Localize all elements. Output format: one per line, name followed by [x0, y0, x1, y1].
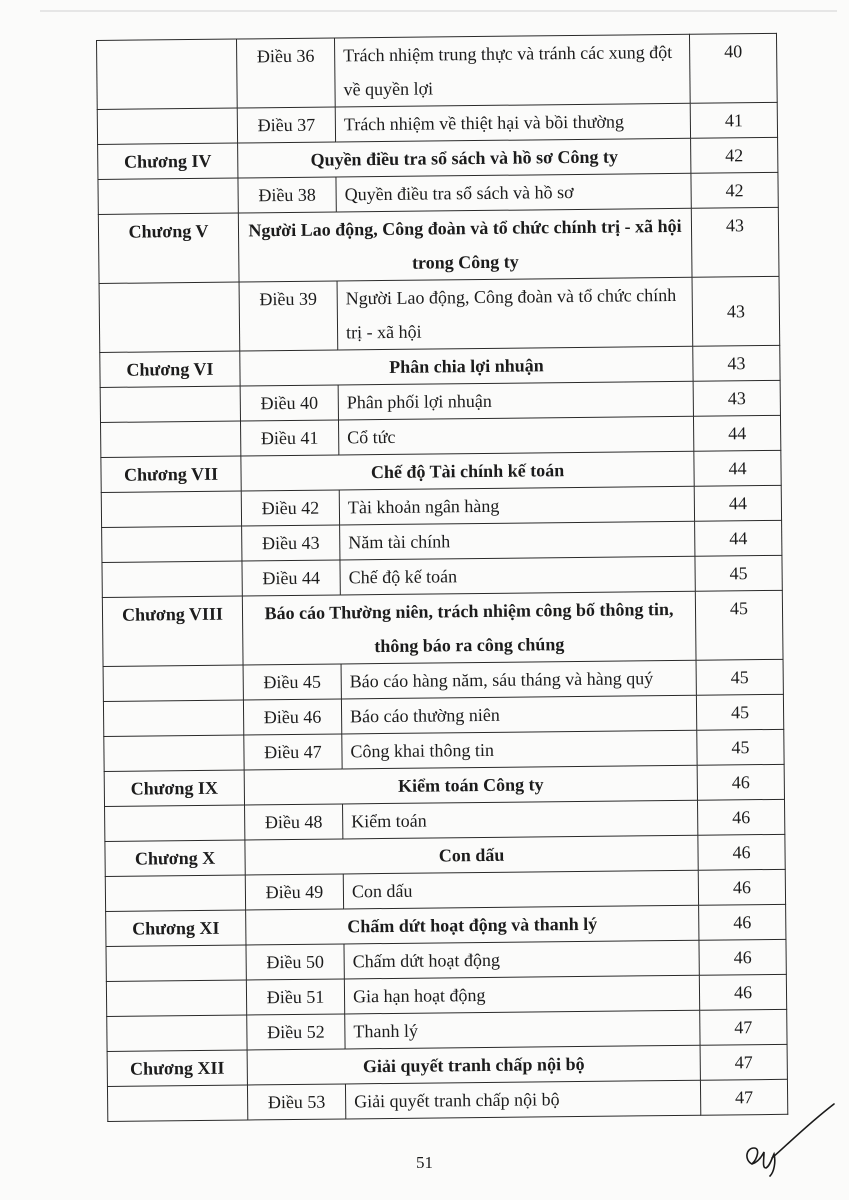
- article-number: Điều 43: [242, 525, 340, 561]
- page-ref: 45: [696, 694, 783, 730]
- chapter-cell: [106, 945, 246, 981]
- page-ref: 47: [700, 1079, 787, 1115]
- chapter-cell: [103, 665, 243, 701]
- article-number: Điều 42: [241, 490, 339, 526]
- toc-row-chapter-5: [98, 207, 779, 283]
- chapter-title: Giải quyết tranh chấp nội bộ: [247, 1045, 700, 1085]
- page-ref: 42: [691, 137, 778, 173]
- chapter-cell: [100, 386, 240, 422]
- chapter-label: Chương XI: [106, 910, 246, 946]
- page-ref: 45: [697, 729, 784, 765]
- page-ref: 47: [700, 1044, 787, 1080]
- page-ref: 44: [693, 415, 780, 451]
- article-number: Điều 38: [238, 177, 336, 213]
- chapter-cell: [107, 1085, 247, 1121]
- page-ref: 45: [696, 659, 783, 695]
- page-ref: 46: [699, 904, 786, 940]
- article-number: Điều 44: [242, 560, 340, 596]
- article-title: Gia hạn hoạt động: [344, 975, 699, 1014]
- page-number: 51: [416, 1153, 433, 1172]
- chapter-cell: [105, 805, 245, 841]
- article-number: Điều 40: [240, 385, 338, 421]
- chapter-title: Chấm dứt hoạt động và thanh lý: [246, 905, 699, 945]
- chapter-title: Kiểm toán Công ty: [244, 765, 697, 805]
- article-number: Điều 39: [239, 281, 338, 351]
- table-of-contents: [96, 33, 788, 1122]
- article-title: Báo cáo thường niên: [341, 695, 696, 734]
- page-ref: 47: [700, 1009, 787, 1045]
- article-number: Điều 52: [247, 1014, 345, 1050]
- article-number: Điều 37: [237, 107, 335, 143]
- toc-row-article-36: [97, 33, 778, 109]
- article-number: Điều 50: [246, 944, 344, 980]
- page-ref: 46: [698, 834, 785, 870]
- article-number: Điều 48: [245, 804, 343, 840]
- chapter-cell: [106, 980, 246, 1016]
- chapter-label: Chương X: [105, 840, 245, 876]
- toc-row-article-53: [107, 1079, 787, 1121]
- article-title: Giải quyết tranh chấp nội bộ: [345, 1080, 700, 1119]
- page-ref: 43: [693, 380, 780, 416]
- article-number: Điều 46: [243, 699, 341, 735]
- chapter-cell: [102, 526, 242, 562]
- article-title: Thanh lý: [345, 1010, 700, 1049]
- chapter-title: Quyền điều tra sổ sách và hồ sơ Công ty: [238, 138, 691, 178]
- page-ref: 44: [695, 520, 782, 556]
- toc-row-chapter-8: [102, 590, 783, 666]
- page-ref: 42: [691, 172, 778, 208]
- chapter-title: Con dấu: [245, 835, 698, 875]
- chapter-cell: [105, 875, 245, 911]
- page-ref: 46: [697, 799, 784, 835]
- article-title: Báo cáo hàng năm, sáu tháng và hàng quý: [341, 660, 696, 699]
- article-title: Người Lao động, Công đoàn và tổ chức chính trị - xã hội: [337, 277, 693, 350]
- article-number: Điều 47: [244, 734, 342, 770]
- article-number: Điều 49: [245, 874, 343, 910]
- chapter-cell: [102, 561, 242, 597]
- article-title: Công khai thông tin: [342, 730, 697, 769]
- page-ref: 43: [693, 345, 780, 381]
- chapter-title: Phân chia lợi nhuận: [240, 346, 693, 386]
- chapter-label: Chương VI: [100, 351, 240, 387]
- article-title: Quyền điều tra sổ sách và hồ sơ: [336, 173, 691, 212]
- toc-row-article-39: [99, 276, 780, 352]
- chapter-cell: [97, 39, 238, 109]
- chapter-label: Chương V: [98, 213, 239, 283]
- article-title: Tài khoản ngân hàng: [339, 486, 694, 525]
- article-title: Kiểm toán: [343, 800, 698, 839]
- article-number: Điều 51: [246, 979, 344, 1015]
- page-ref: 40: [689, 33, 777, 103]
- article-title: Con dấu: [343, 870, 698, 909]
- chapter-title: Người Lao động, Công đoàn và tổ chức chính trị - xã hội trong Công ty: [238, 208, 692, 282]
- chapter-label: Chương IX: [104, 770, 244, 806]
- page-ref: 46: [699, 974, 786, 1010]
- page-ref: 46: [697, 764, 784, 800]
- chapter-cell: [104, 735, 244, 771]
- chapter-title: Chế độ Tài chính kế toán: [241, 451, 694, 491]
- chapter-label: Chương VII: [101, 456, 241, 492]
- page-ref: 46: [698, 869, 785, 905]
- chapter-cell: [103, 700, 243, 736]
- article-title: Chấm dứt hoạt động: [344, 940, 699, 979]
- article-number: Điều 36: [236, 38, 335, 108]
- page-ref: 46: [699, 939, 786, 975]
- scan-edge-line: [40, 10, 837, 12]
- chapter-label: Chương VIII: [102, 596, 243, 666]
- page-ref: 45: [695, 590, 783, 660]
- article-title: Cổ tức: [338, 416, 693, 455]
- chapter-label: Chương IV: [98, 143, 238, 179]
- article-title: Phân phối lợi nhuận: [338, 381, 693, 420]
- article-number: Điều 41: [240, 420, 338, 456]
- chapter-cell: [97, 108, 237, 144]
- chapter-cell: [99, 282, 240, 352]
- chapter-title: Báo cáo Thường niên, trách nhiệm công bố thông tin, thông báo ra công chúng: [242, 591, 696, 665]
- article-title: Trách nhiệm về thiệt hại và bồi thường: [335, 103, 690, 142]
- page-ref: 45: [695, 555, 782, 591]
- signature-icon: [738, 1098, 838, 1178]
- chapter-cell: [107, 1015, 247, 1051]
- chapter-label: Chương XII: [107, 1050, 247, 1086]
- chapter-cell: [101, 491, 241, 527]
- chapter-cell: [98, 178, 238, 214]
- article-title: Trách nhiệm trung thực và tránh các xung đột về quyền lợi: [334, 34, 690, 107]
- article-number: Điều 53: [247, 1084, 345, 1120]
- article-title: Chế độ kế toán: [340, 556, 695, 595]
- page-ref: 44: [694, 485, 781, 521]
- page-ref: 44: [694, 450, 781, 486]
- chapter-cell: [101, 421, 241, 457]
- article-title: Năm tài chính: [340, 521, 695, 560]
- page-ref: 41: [690, 102, 777, 138]
- page-ref: 43: [692, 276, 780, 346]
- article-number: Điều 45: [243, 664, 341, 700]
- page-ref: 43: [691, 207, 779, 277]
